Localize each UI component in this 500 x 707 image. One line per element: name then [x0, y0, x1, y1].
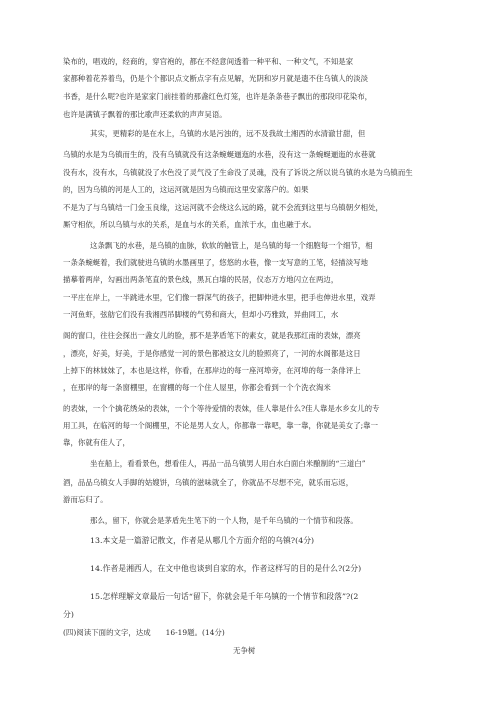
question-13: 13.本文是一篇游记散文，作者是从哪几个方面介绍的乌镇?(4分): [90, 536, 315, 545]
text-line: 坐在船上，看看景色，想看佳人，再品一品乌镇男人用白水白面白米酿制的“三道白”: [90, 459, 366, 468]
text-line: 游而忘归了。: [63, 495, 108, 504]
text-line: 家都种着花养着鸟，仍是个个都识点文断点字有点见解，光阴和岁月就是遗不住乌镇人的淡淡: [63, 74, 369, 83]
text-line: 一河鱼虾，弦舫它们没有我湘西吊脚楼的气势和商大，但却小巧雅致，异曲同工，水: [63, 310, 339, 319]
text-line: 靠，你就有佳人了，: [63, 438, 130, 447]
text-line: 阁的窗口，往往会探出一盏女儿的脸，那不是茅盾笔下的素女，就是我那红南的表妹，漂亮: [63, 331, 361, 340]
text-line: 书香，是什么呢?也许是家家门前挂着的那盏红色灯笼，也许是条条巷子飘出的那段印花染布，: [63, 92, 373, 101]
question-15-continued: 分): [63, 610, 74, 619]
text-line: ，漂亮，好美，好美，于是你感觉一河的景色都被这女儿的脸照亮了，一河的水阁都是这日: [63, 349, 361, 358]
text-line: 的表妹，一个个擒花绣朵的表妹，一个个等待爱情的表妹，佳人靠是什么?佳人靠是水乡女儿的专: [63, 404, 380, 413]
text-line: 那么，留下，你就会是茅盾先生笔下的一个人物，是千年乌镇的一个情节和段落。: [90, 516, 358, 525]
text-line: 其实，更精彩的是在水上，乌镇的水是污浊的，远不及我故土湘西的水清澈甘甜，但: [90, 129, 366, 138]
text-line: 厮守相依，所以乌镇与水的关系，是血与水的关系，血浓于水，血也融于水。: [63, 220, 316, 229]
question-14: 14.作者是湘西人，在文中他也谈到自家的水，作者这样写的目的是什么?(2分): [90, 564, 362, 573]
passage-title: 无争树: [233, 646, 256, 655]
section-heading: (四)阅读下面的文字，达成 16-19题。(14分): [63, 628, 225, 637]
text-line: 一条条蜿蜒着，我们就驶进乌镇的水墨画里了，悠悠的水巷，像一支写意的工笔，轻描淡写地: [63, 258, 369, 267]
text-line: ，在那岸的每一条窗棚里，在窗棚的每一个住人屋里，你都会看到一个个洗衣淘米: [63, 383, 331, 392]
text-line: 这条飘飞的水巷，是乌镇的血脉，软软的触管上，是乌镇的每一个细胞每一个细节，相: [90, 241, 373, 250]
text-line: 染布的，唱戏的，经商的，穿官袍的，都在不经意间透着一种平和、一种文气，不知是家: [63, 57, 354, 66]
text-line: 酒，品品乌镇女人手脚的姑嫂饼，乌镇的滋味就全了，你就品不尽想不完，就乐而忘返，: [63, 478, 354, 487]
text-line: 上掉下的林妹妹了，本也是这样，你看，在那岸边的每一座河埠旁，在河埠的每一条俳评上: [63, 366, 361, 375]
text-line: 用工具，在临河的每一个阁棚里，不论是男人女人，你都靠一靠吧，靠一靠，你就是美女了;靠一: [63, 421, 379, 430]
question-15: 15.怎样理解文章最后一句话“留下，你就会是千年乌镇的一个情节和段落”?(2: [90, 592, 359, 601]
text-line: 乌镇的水是为乌镇而生的，没有乌镇就没有这条蜿蜒逦迤的水巷，没有这一条蜿蜒逦迤的水巷就: [63, 150, 376, 159]
text-line: 一平庄在岸上，一半跳进水里，它们像一群深气的孩子，把脚伸进水里，把手也伸进水里，戏弄: [63, 293, 376, 302]
text-line: 不是为了与乌镇结一门金玉良缘，这运河就不会绕这么远的路，就不会流到这里与乌镇朝夕相处，: [63, 203, 383, 212]
text-line: 也许是满镇子飘着的那比歌声还柔软的声声吴语。: [63, 110, 227, 119]
text-line: 的，因为乌镇的河是人工的，这运河就是因为乌镇而这里安家落户的。如果: [63, 185, 309, 194]
text-line: 没有水，没有水，乌镇就没了水色没了灵气没了生命没了灵魂，没有了诉说之所以说乌镇的水是为乌镇而生: [63, 168, 413, 177]
text-line: 描摹着两岸，勾画出两条笔直的景色线，黑瓦白墙的民居，仪态万方地闪立在两边，: [63, 275, 339, 284]
